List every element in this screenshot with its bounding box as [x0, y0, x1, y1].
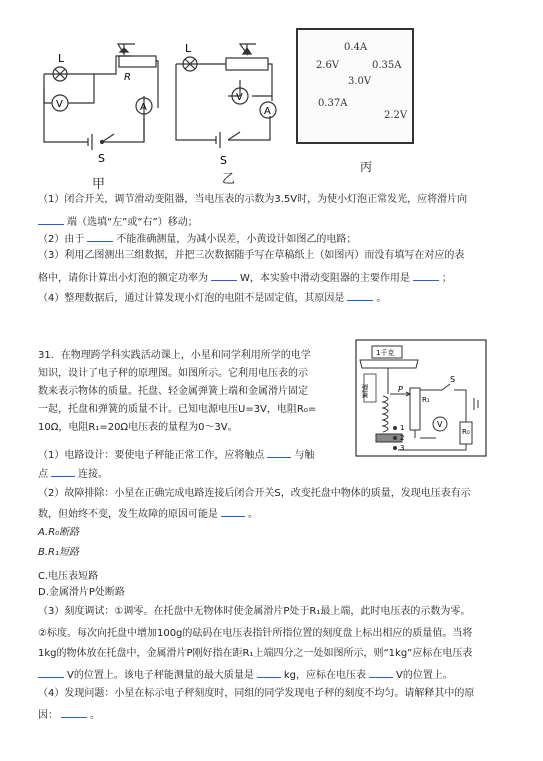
svg-text:S: S [220, 154, 227, 167]
figure-caption-bing: 丙 [360, 160, 373, 174]
answer-blank[interactable] [211, 270, 237, 281]
svg-text:R₀: R₀ [462, 428, 470, 436]
q30-part3-line1: （3）利用乙图测出三组数据，并把三次数据随手写在草稿纸上（如图丙）而没有填写在对应的表 [38, 250, 465, 261]
pan [360, 360, 418, 368]
option-b[interactable]: B.R₁短路 [38, 547, 79, 558]
svg-text:A: A [264, 106, 271, 117]
r1-resistor [410, 388, 420, 430]
q31-part1-line1: （1）电路设计：要使电子秤能正常工作，应将触点 与触 [38, 447, 314, 463]
svg-text:L: L [185, 42, 192, 55]
option-c[interactable]: C.电压表短路 [38, 571, 99, 582]
q31-intro-1: 31．在物理跨学科实践活动课上，小星和同学利用所学的电学 [38, 350, 311, 361]
reading: 0.4A [344, 42, 368, 53]
svg-text:V: V [437, 420, 443, 429]
answer-blank[interactable] [413, 270, 439, 281]
svg-text:V: V [236, 92, 243, 103]
svg-text:S: S [98, 152, 105, 165]
q31-intro-3: 数来表示物体的质量。托盘、轻金属弹簧上端和金属滑片固定 [38, 386, 308, 397]
reading: 0.35A [372, 60, 402, 71]
answer-blank[interactable] [369, 667, 393, 678]
svg-text:1: 1 [400, 424, 405, 432]
reading: 2.6V [316, 60, 340, 71]
electronic-scale-diagram [350, 338, 490, 460]
q31-part4-line1: （4）发现问题：小星在标示电子秤刻度时，同组的同学发现电子秤的刻度不均匀。请解释其中的原 [38, 688, 475, 699]
answer-blank[interactable] [347, 290, 373, 301]
q30-part2: （2）由于 不能准确测量，为减小误差，小黄设计如图乙的电路； [38, 231, 356, 247]
q31-part3-line4: V的位置上。该电子秤能测量的最大质量是 kg，应标在电压表 V的位置上。 [38, 667, 453, 683]
q31-part3-line3: 1kg的物体放在托盘中，金属滑片P刚好指在距R₁上端四分之一处如图所示，则“1kg”应标在电压表 [38, 648, 473, 659]
answer-blank[interactable] [267, 447, 291, 458]
q31-part3-line1: （3）刻度调试：①调零。在托盘中无物体时使金属滑片P处于R₁最上端，此时电压表的示数为零。 [38, 606, 471, 617]
svg-text:R: R [124, 72, 131, 83]
q31-intro-2: 知识，设计了电子秤的原理图。如图所示。它利用电压表的示 [38, 368, 308, 379]
svg-text:1千克: 1千克 [376, 349, 395, 357]
answer-blank[interactable] [257, 667, 281, 678]
q31-intro-5: 10Ω，电阻R₁=20Ω电压表的量程为0～3V。 [38, 422, 238, 433]
q31-part1-line2: 点 连接。 [38, 466, 108, 482]
q31-part4-line2: 因： 。 [38, 707, 100, 723]
svg-text:A: A [140, 102, 147, 113]
reading: 3.0V [348, 76, 372, 87]
svg-text:P: P [398, 385, 403, 394]
svg-text:3: 3 [400, 444, 405, 452]
option-a[interactable]: A.R₀断路 [38, 527, 80, 538]
circuit-jia [36, 36, 161, 165]
svg-text:R₁: R₁ [422, 396, 430, 404]
q31-part2-line2: 数，但始终不变，发生故障的原因可能是 。 [38, 506, 258, 522]
q30-part1-line2: 端（选填“左”或“右”）移动； [38, 214, 198, 230]
svg-text:S: S [450, 375, 456, 384]
answer-blank[interactable] [221, 506, 245, 517]
reading: 0.37A [318, 98, 348, 109]
option-d[interactable]: D.金属滑片P处断路 [38, 587, 125, 598]
svg-text:2: 2 [400, 434, 405, 442]
answer-blank[interactable] [61, 707, 87, 718]
svg-text:弹簧: 弹簧 [361, 384, 369, 398]
q31-intro-4: 一起，托盘和弹簧的质量不计。已知电源电压U=3V，电阻R₀= [38, 404, 317, 415]
svg-text:L: L [58, 52, 65, 65]
figure-caption-jia: 甲 [92, 177, 106, 192]
q30-part3-line2: 格中，请你计算出小灯泡的额定功率为 W，本实验中滑动变阻器的主要作用是 ； [38, 270, 452, 286]
q30-part1-line1: （1）闭合开关，调节滑动变阻器，当电压表的示数为3.5V时，为使小灯泡正常发光，应将滑片向 [38, 194, 468, 205]
figure-caption-yi: 乙 [222, 172, 236, 187]
answer-blank[interactable] [51, 466, 75, 477]
reading: 2.2V [384, 110, 408, 121]
answer-blank[interactable] [38, 667, 64, 678]
q30-part4: （4）整理数据后，通过计算发现小灯泡的电阻不是固定值，其原因是 。 [38, 290, 386, 306]
q31-part2-line1: （2）故障排除：小星在正确完成电路连接后闭合开关S，改变托盘中物体的质量，发现电压表有示 [38, 488, 471, 499]
svg-text:V: V [56, 99, 63, 110]
scratch-paper [296, 28, 414, 144]
spring [383, 396, 388, 432]
circuit-yi [168, 36, 288, 167]
answer-blank[interactable] [87, 231, 113, 242]
q31-part3-line2: ②标度。每次向托盘中增加100g的砝码在电压表指针所指位置的刻度盘上标出相应的质量值。当将 [38, 628, 473, 639]
answer-blank[interactable] [38, 214, 64, 225]
